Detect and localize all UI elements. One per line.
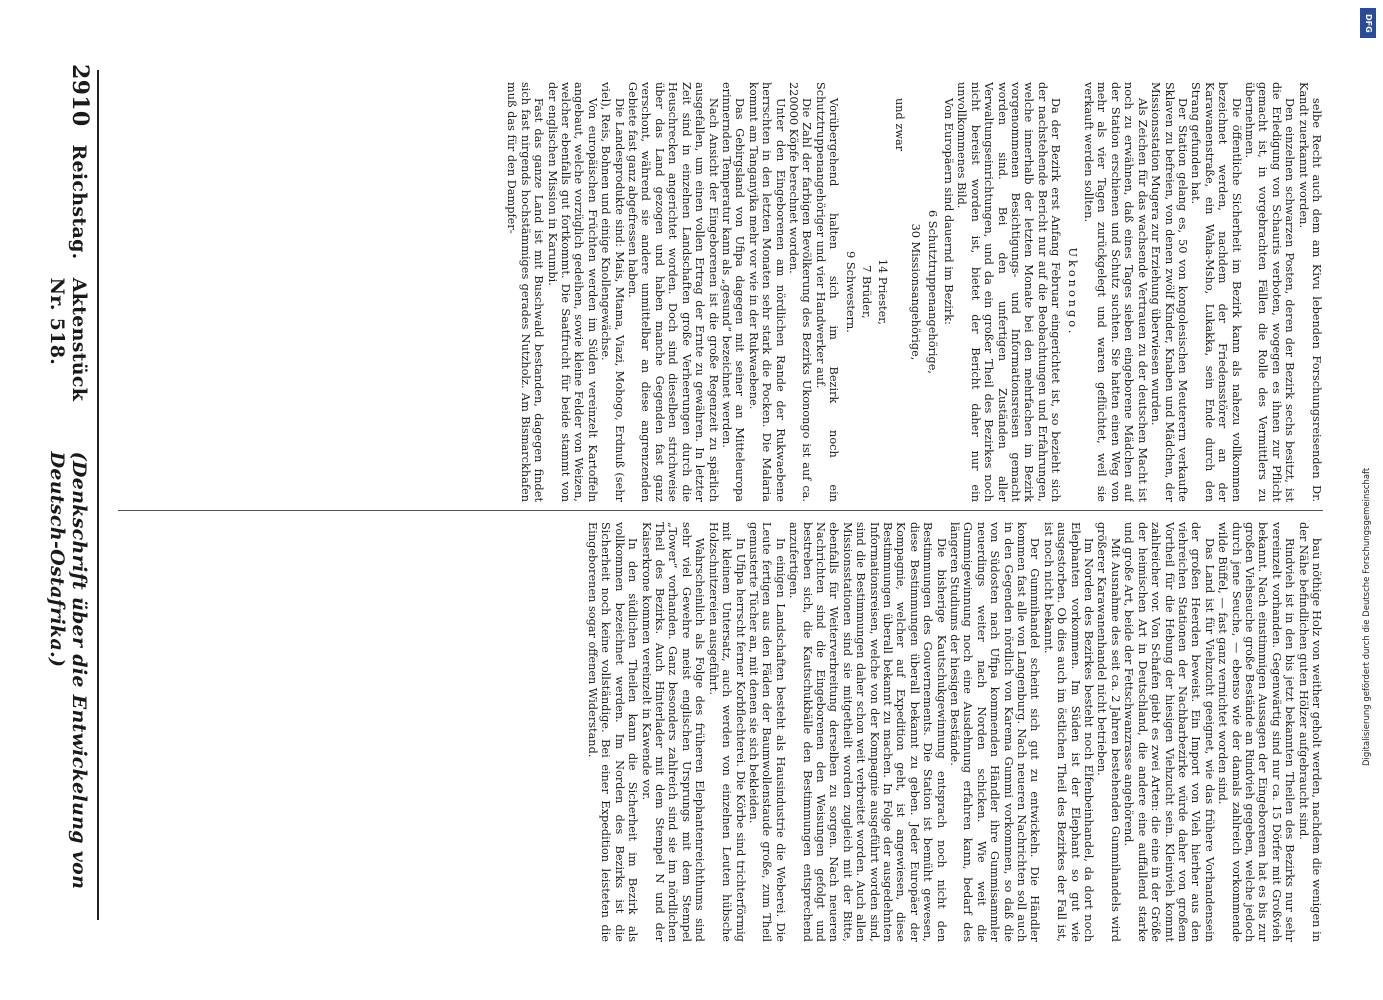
paragraph: Der Station gelang es, 50 von kongolesischen Meuterern verkaufte Sklaven zu befreien, von denen zwölf Kinder, Knaben und Mädchen, der Missionsstation Mugera zur Erziehung überwiesen wurden.: [1149, 82, 1189, 502]
header-rule: [97, 70, 99, 920]
paragraph: Rindvieh ist in den bis jetzt bekannten Theilen des Bezirks nur sehr vereinzelt vorhanden. Gegenwärtig sind nur ca. 15 Dörfer mit Großvieh bekannt. Nach einstimmigen Aussagen der Eingeborenen hat es bis zur großen Viehseuche große Bestände an Rindvieh gegeben, welche jedoch durch jene Seuche, — ebenso wie der damals zahlreich vorkommende wilde Büffel, — fast ganz vernichtet worden sind.: [1216, 522, 1297, 942]
paragraph: Nach Ansicht der Eingeborenen ist die große Regenzeit zu spärlich ausgefallen, um einen vollen Ertrag der Ernte zu gewähren. In letzter Zeit sind in einzelnen Landschaften große Verheerungen durch die Heuschrecken angerichtet worden. Doch sind dieselben strichweise über das Land gezogen und haben manche Gegenden fast ganz verschont, während sie andere unmittelbar an diese angrenzenden Gebiete fast ganz abgefressen haben.: [626, 82, 720, 502]
page-header: [46, 64, 93, 924]
paragraph: Fast das ganze Land ist mit Buschwald bestanden, dagegen findet sich fast nirgends hochstämmiges gerades Nutzholz. Am Bismarckhafen muß das für den Dampfer-: [505, 82, 546, 502]
paragraph: selbe Recht auch dem am Kivu lebenden Forschungsreisenden Dr. Kandt zuerkannt worden.: [1296, 82, 1323, 502]
list-item: 30 Missionsangehörige,: [909, 223, 923, 361]
header-document: Aktenstück Nr. 518.: [46, 277, 90, 402]
paragraph: Die öffentliche Sicherheit im Bezirk kann als nahezu vollkommen bezeichnet werden, nachdem der Friedensstörer an der Karawanenstraße, ein Waha-Msho, Lukakka, sein Ende durch den Strang gefunden hat.: [1189, 82, 1243, 502]
paragraph: Mit Ausnahme des seit ca. 2 Jahren bestehenden Gummihandels wird größerer Karawanenhandel nicht betrieben.: [1095, 522, 1122, 942]
paragraph: Die Landesprodukte sind: Mais, Mtama, Viazi, Mohogo, Erdnuß (sehr viel), Reis, Bohnen und einige Knollengewächse.: [599, 82, 626, 502]
paragraph: Wahrscheinlich als Folge des früheren Elephantenreichthums sind sehr viel Gewehre meist englischen Ursprungs mit dem Stempel „Tower“ vorhanden. Ganz besonders zahlreich sind sie im nördlichen Theil des Bezirks. Auch Hinterlader mit dem Stempel N und der Kaiserkrone kommen vereinzelt in Kawende vor.: [639, 522, 707, 942]
paragraph: Die Zahl der farbigen Bevölkerung des Bezirks Ukonongo ist auf ca. 220000 Köpfe berechnet worden.: [786, 82, 814, 502]
list-item: 6 Schutztruppenangehörige,: [925, 209, 939, 375]
header-title: (Denkschrift über die Entwickelung von Deutsch-Ostafrika.): [46, 451, 90, 890]
paragraph: In einigen Landschaften besteht als Hausindustrie die Weberei. Die Leute fertigen aus den Fäden der Baumwollenstaude große, zum Theil gemusterte Tücher an, mit denen sie sich bekleiden.: [746, 522, 787, 942]
paragraph: Von Europäern sind dauernd im Bezirk:: [942, 98, 956, 325]
paragraph: Da der Bezirk erst Anfang Februar eingerichtet ist, so bezieht sich der nachstehende Bericht nur auf die Beobachtungen und Erfahrungen, welche innerhalb der letzten Monate bei den mehrfachen im Bezirk vorgenommenen Besichtigungs- und Informationsreisen gemacht worden sind. Bei den unfertigen Zuständen aller Verwaltungseinrichtungen, und da ein großer Theil des Bezirkes noch nicht bereist worden ist, bietet der Bericht daher nur ein unvollkommenes Bild.: [955, 82, 1063, 502]
paragraph: In den südlichen Theilen kann die Sicherheit im Bezirk als vollkommen bezeichnet werden. Im Norden des Bezirks ist die Sicherheit noch keine vollständige. Bei einer Expedition leisteten die Eingeborenen sogar offenen Widerstand.: [586, 522, 640, 942]
column-divider: [118, 510, 1323, 511]
paragraph: bau nöthige Holz von weither geholt werden, nachdem die wenigen in der Nähe befindlichen guten Hölzer aufgebraucht sind.: [1296, 522, 1323, 942]
paragraph: In Ufipa herrscht ferner Korbflechterei. Die Körbe sind trichterförmig mit kleinem Untersatz, auch werden von einzelnen Leuten hübsche Holzschnitzereien ausgeführt.: [706, 522, 747, 942]
right-column: [113, 522, 1323, 942]
paragraph: Im Norden des Bezirkes besteht noch Elfenbeinhandel, da dort noch Elephanten vorkommen. Im Süden ist der Elephant so gut wie ausgestorben. Ob dies auch im östlichen Theil des Bezirkes der Fall ist, ist noch nicht bekannt.: [1041, 522, 1096, 942]
paragraph: Die bisherige Kautschukgewinnung entsprach noch nicht den Bestimmungen des Gouvernements. Die Station ist bemüht gewesen, diese Bestimmungen überall bekannt zu geben. Jeder Europäer der Kompagnie, welcher auf Expedition geht, ist angewiesen, diese Bestimmungen überall bekannt zu machen. In Folge der ausgedehnten Informationsreisen, welche von der Kompagnie ausgeführt worden sind, sind die Bestimmungen daher schon weit verbreitet worden. Auch allen Missionsstationen sind sie mitgetheilt worden zugleich mit der Bitte, ebenfalls für Weiterverbreitung derselben zu sorgen. Nach neueren Nachrichten sind die Eingeborenen den Weisungen gefolgt und bestreben sich, die Kautschukbälle den Bestimmungen entsprechend anzufertigen.: [787, 522, 948, 942]
paragraph: Von europäischen Früchten werden im Süden vereinzelt Kartoffeln angebaut, welche vorzüglich gedeihen, sowie kleine Felder von Weizen, welcher ebenfalls gut fortkommt. Die Saatfrucht für beide stammt von der englischen Mission in Karumbi.: [545, 82, 599, 502]
paragraph: Das Gebirgsland von Ufipa dagegen mit seiner an Mitteleuropa erinnernden Temperatur kann als „gesund“ bezeichnet werden.: [719, 82, 747, 502]
dfg-logo: DFG: [1360, 8, 1376, 38]
header-source: Reichstag.: [68, 144, 90, 260]
paragraph: Als Zeichen für das wachsende Vertrauen zu der deutschen Macht ist noch zu erwähnen, daß eines Tages sieben eingeborene Mädchen auf der Station erschienen und Schutz suchten. Sie hatten einen Weg von mehr als vier Tagen zurückgelegt und waren geflüchtet, weil sie verkauft werden sollten.: [1082, 82, 1149, 502]
list-item: 7 Brüder,: [860, 265, 873, 319]
paragraph: Vorübergehend halten sich im Bezirk noch ein Schutztruppenangehöriger und vier Handwerker auf.: [813, 82, 841, 502]
page-number: 2910: [67, 64, 93, 127]
section-heading: Ukonongo.: [1065, 247, 1079, 337]
list-item: und zwar: [892, 98, 906, 152]
paragraph: Der Gummihandel scheint sich gut zu entwickeln. Die Händler kommen fast alle von Langenburg. Nach neueren Nachrichten soll auch in den Gegenden nördlich von Karema Gummi vorkommen, so daß die von Südosten nach Ufipa kommenden Händler ihre Gummisammler neuerdings weiter nach Norden schicken. Wie weit die Gummigewinnung noch eine Ausdehnung erfahren kann, bedarf des längeren Studiums der hiesigen Bestände.: [948, 522, 1042, 942]
paragraph: Das Land ist für Viehzucht geeignet, wie das frühere Vorhandensein der großen Heerden beweist. Ein Import von Vieh hierher aus den viehreichen Stationen der Nachbarbezirke würde daher von großem Vortheil für die Hebung der hiesigen Viehzucht sein. Kleinvieh kommt zahlreicher vor. Von Schafen giebt es zwei Arten: die eine in der Größe der heimischen Art in Deutschland, die andere eine auffallend starke und große Art, beide der Fettschwanzrasse angehörend.: [1122, 522, 1216, 942]
list-item: 9 Schwestern.: [843, 251, 857, 333]
paragraph: Den einzelnen schwarzen Posten, deren der Bezirk sechs besitzt, ist die Erledigung von Schauris verboten, wogegen es ihnen zur Pflicht gemacht ist, in vorgebrachten Fällen die Rolle des Vermittlers zu übernehmen.: [1242, 82, 1297, 502]
paragraph: Unter den Eingeborenen am nördlichen Rande der Rukwaebene herrschten in den letzten Monaten sehr stark die Pocken. Die Malaria kommt am Tanganyika mehr vor wie in der Rukwaebene.: [746, 82, 787, 502]
credit-text: Digitalisierung gefördert durch die Deutsche Forschungsgemeinschaft: [1362, 467, 1372, 766]
left-column: [113, 82, 1323, 502]
digitization-credit: [1360, 8, 1378, 988]
list-item: 14 Priester,: [876, 258, 890, 326]
